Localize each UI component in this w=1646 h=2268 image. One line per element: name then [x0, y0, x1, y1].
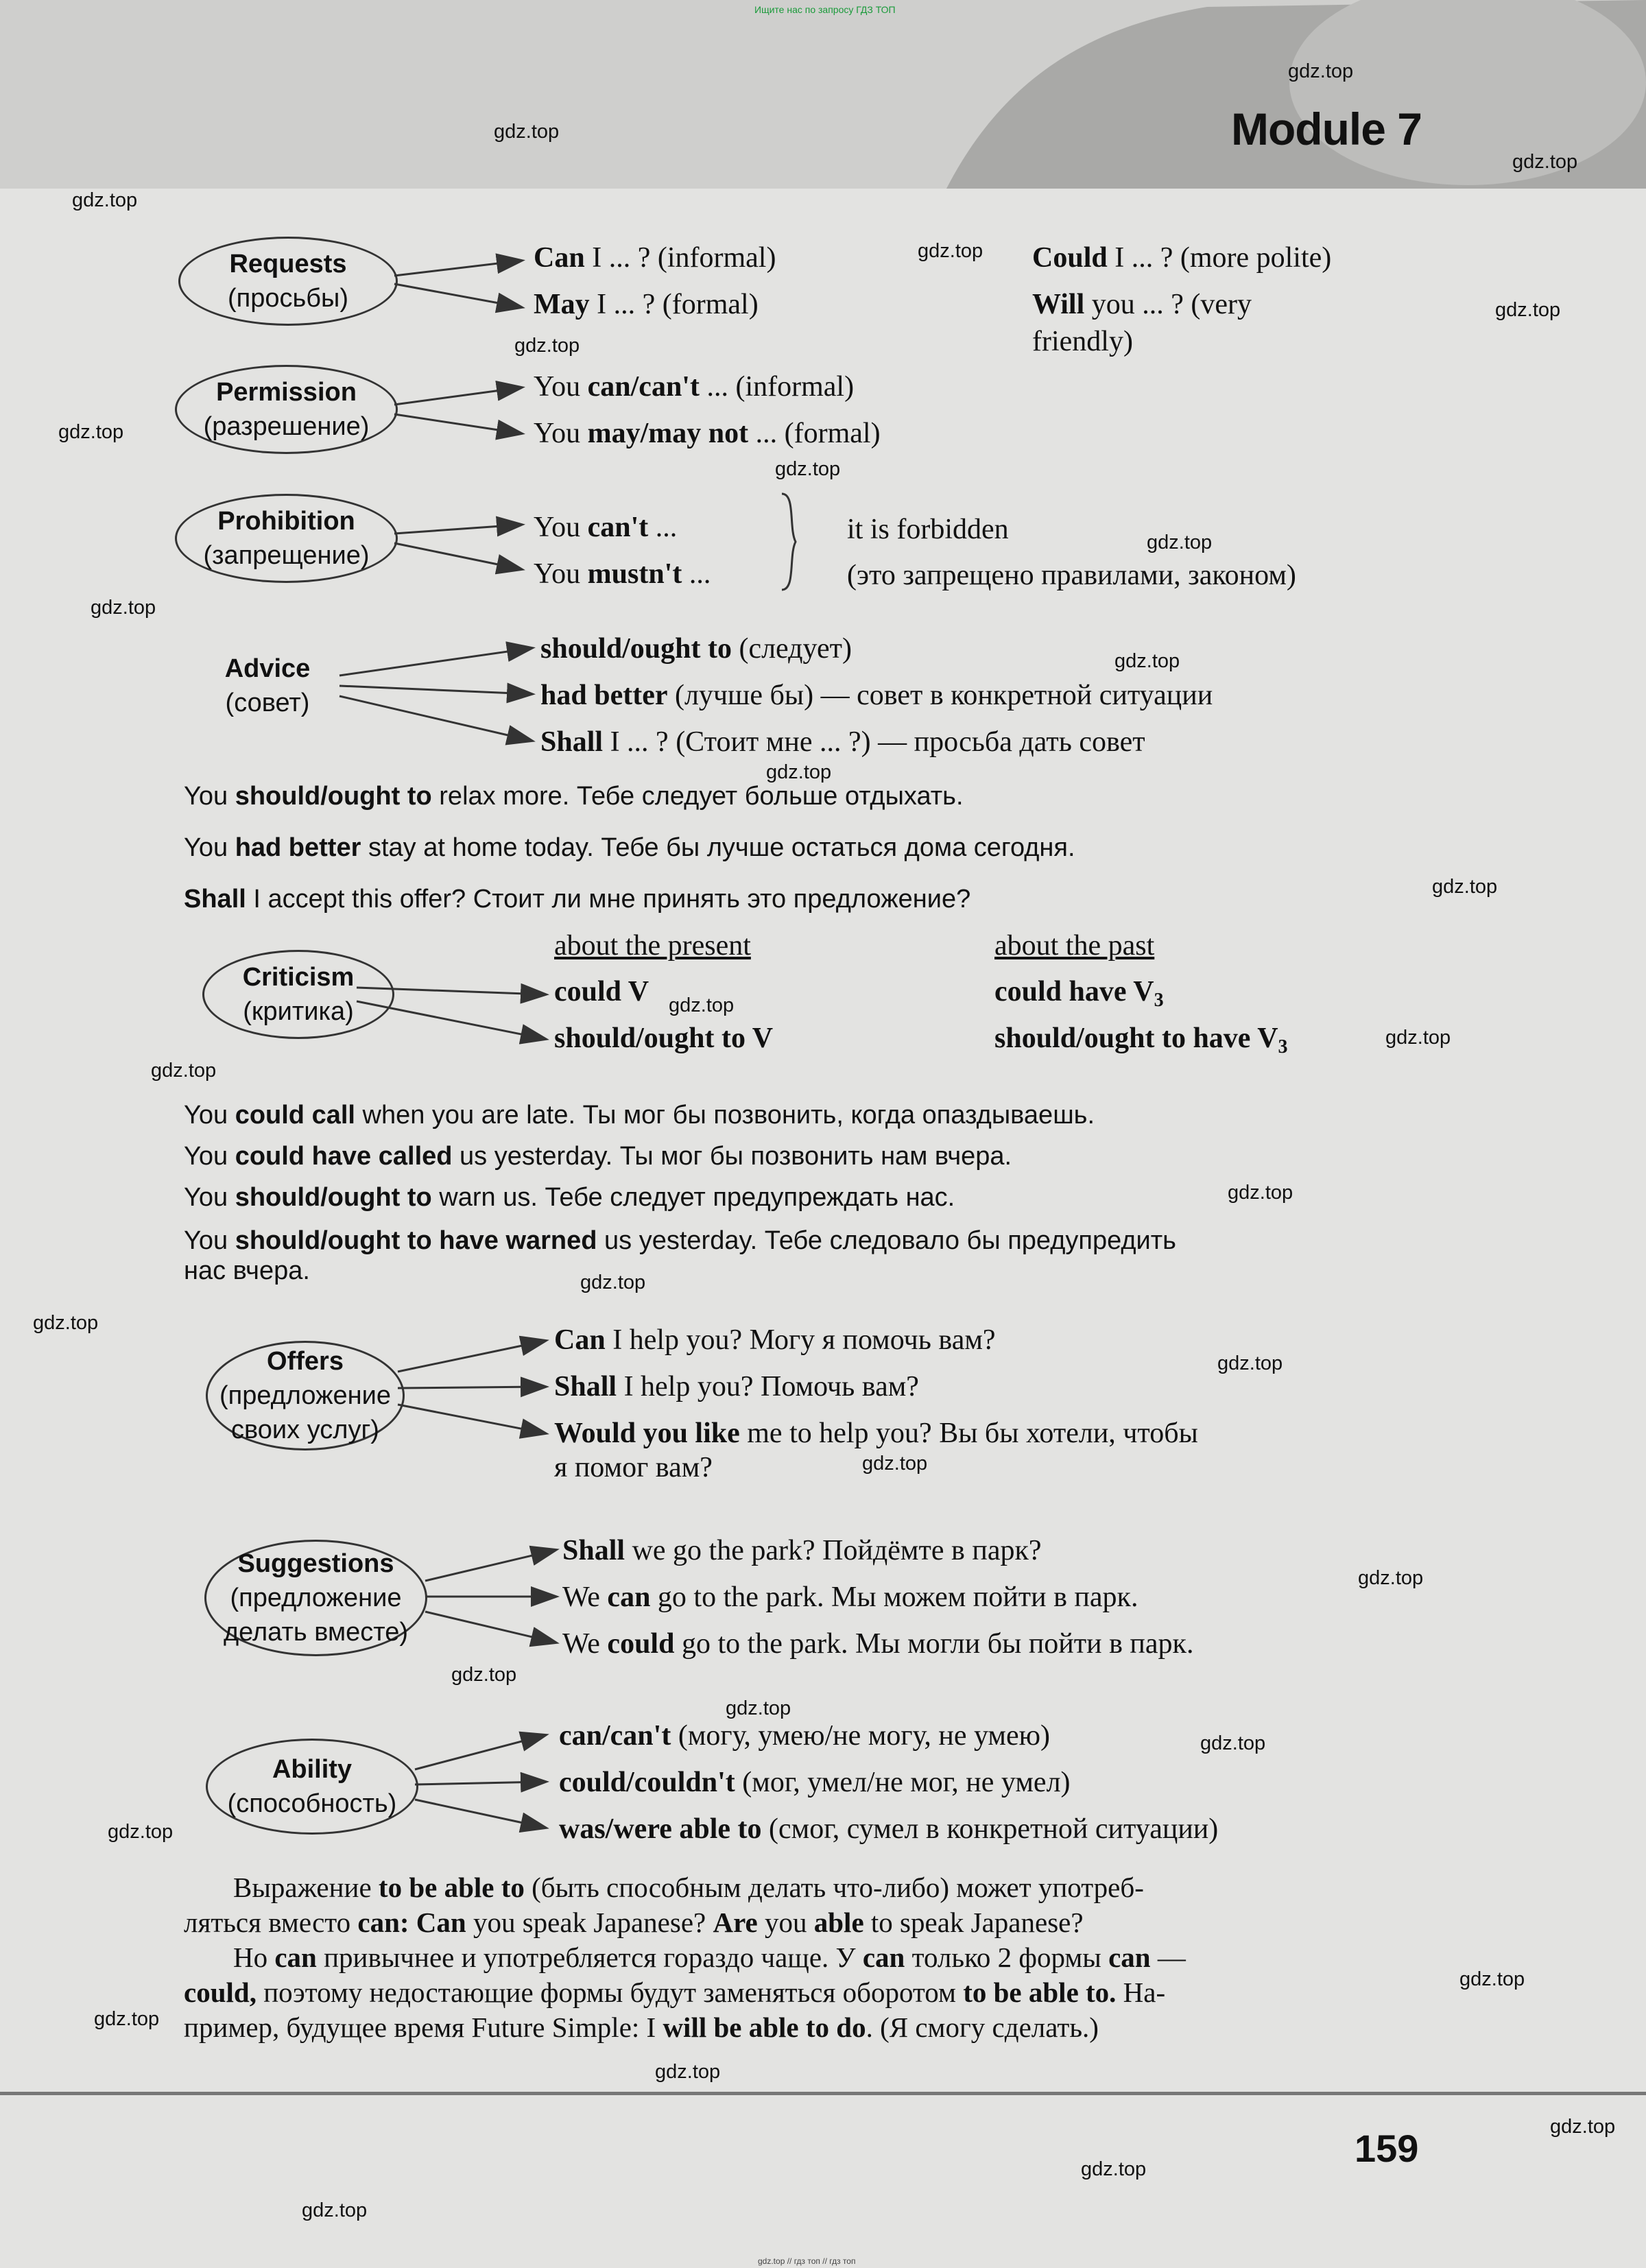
advice-label [192, 645, 343, 727]
watermark: gdz.top [1358, 1567, 1424, 1589]
prohibition-title: Prohibition [217, 507, 355, 536]
watermark: gdz.top [1217, 1352, 1283, 1374]
advice-line-3: Shall I ... ? (Стоит мне ... ?) — просьба дать совет [540, 726, 1145, 758]
watermark: gdz.top [494, 121, 560, 143]
paragraph-line-5: пример, будущее время Future Simple: I will be able to do. (Я смогу сделать.) [184, 2012, 1099, 2043]
watermark: gdz.top [862, 1453, 928, 1475]
permission-line-1: You can/can't ... (informal) [534, 371, 855, 403]
prohibition-right-2: (это запрещено правилами, законом) [847, 560, 1296, 591]
offers-oval [206, 1341, 405, 1451]
advice-line-1: should/ought to (следует) [540, 633, 852, 665]
criticism-example-3: You should/ought to warn us. Тебе следует предупреждать нас. [184, 1183, 955, 1212]
watermark: gdz.top [1432, 876, 1498, 898]
watermark: gdz.top [1228, 1182, 1293, 1204]
requests-line-1: Can I ... ? (informal) [534, 242, 776, 274]
requests-subtitle: (просьбы) [227, 284, 349, 313]
prohibition-line-1: You can't ... [534, 512, 678, 543]
criticism-header-present: about the present [554, 930, 751, 962]
watermark: gdz.top [514, 335, 580, 357]
requests-line-2-right: Will you ... ? (very [1032, 289, 1252, 320]
criticism-example-1: You could call when you are late. Ты мог бы позвонить, когда опаздываешь. [184, 1101, 1095, 1130]
advice-example-2: You had better stay at home today. Тебе бы лучше остаться дома сегодня. [184, 833, 1075, 862]
requests-title: Requests [229, 250, 347, 278]
watermark: gdz.top [918, 240, 983, 262]
criticism-past-2: should/ought to have $V_3$ [994, 1023, 1288, 1058]
watermark: gdz.top [655, 2061, 721, 2083]
watermark: gdz.top [451, 1664, 517, 1686]
requests-line-2: May I ... ? (formal) [534, 289, 759, 320]
watermark: gdz.top [775, 458, 841, 480]
criticism-present-1: could V [554, 976, 649, 1007]
criticism-present-2: should/ought to V [554, 1023, 774, 1054]
offers-line-3: Would you like me to help you? Вы бы хотели, чтобы [554, 1418, 1198, 1449]
permission-title: Permission [216, 378, 357, 407]
permission-line-2: You may/may not ... (formal) [534, 418, 881, 449]
suggestions-line-1: Shall we go the park? Пойдёмте в парк? [562, 1535, 1042, 1566]
watermark: gdz.top [58, 421, 124, 443]
watermark: gdz.top [72, 189, 138, 211]
prohibition-line-2: You mustn't ... [534, 558, 711, 590]
requests-line-3-right: friendly) [1032, 326, 1133, 357]
ability-line-3: was/were able to (смог, сумел в конкретной ситуации) [559, 1813, 1219, 1845]
suggestions-oval [204, 1540, 427, 1656]
permission-subtitle: (разрешение) [203, 412, 370, 441]
watermark: gdz.top [33, 1312, 99, 1334]
watermark: gdz.top [94, 2008, 160, 2030]
ability-subtitle: (способность) [227, 1789, 397, 1818]
watermark: gdz.top [1200, 1732, 1266, 1754]
criticism-oval [202, 950, 394, 1039]
offers-subtitle-1: (предложение [219, 1381, 392, 1410]
advice-title: Advice [224, 654, 311, 683]
watermark: gdz.top [151, 1060, 217, 1082]
suggestions-subtitle-2: делать вместе) [223, 1618, 409, 1647]
criticism-title: Criticism [242, 963, 355, 992]
watermark: gdz.top [1114, 650, 1180, 672]
footer-rule [0, 2092, 1646, 2095]
criticism-past-1: could have $V_3$ [994, 976, 1164, 1011]
watermark: gdz.top [91, 597, 156, 619]
watermark: gdz.top [108, 1821, 174, 1843]
watermark: gdz.top [669, 994, 735, 1016]
watermark: gdz.top [302, 2199, 368, 2221]
suggestions-subtitle-1: (предложение [230, 1584, 402, 1612]
bottom-link[interactable]: gdz.top // гдз топ // гдз топ [758, 2256, 856, 2266]
watermark: gdz.top [1512, 151, 1578, 173]
offers-subtitle-2: своих услуг) [231, 1416, 379, 1444]
watermark: gdz.top [766, 761, 832, 783]
requests-line-1-right: Could I ... ? (more polite) [1032, 242, 1332, 274]
prohibition-right-1: it is forbidden [847, 514, 1009, 545]
prohibition-subtitle: (запрещение) [203, 541, 370, 570]
watermark: gdz.top [1459, 1968, 1525, 1990]
module-title: Module 7 [1231, 104, 1422, 154]
watermark: gdz.top [1385, 1027, 1451, 1049]
prohibition-oval [175, 494, 398, 583]
watermark: gdz.top [580, 1272, 646, 1293]
advice-subtitle: (совет) [225, 689, 310, 717]
watermark: gdz.top [1147, 532, 1213, 553]
watermark: gdz.top [1081, 2158, 1147, 2180]
criticism-subtitle: (критика) [243, 997, 354, 1026]
offers-line-1: Can I help you? Могу я помочь вам? [554, 1324, 996, 1356]
paragraph-line-4: could, поэтому недостающие формы будут заменяться оборотом to be able to. На- [184, 1977, 1166, 2008]
top-search-link[interactable]: Ищите нас по запросу ГДЗ ТОП [754, 4, 896, 15]
watermark: gdz.top [726, 1697, 791, 1719]
criticism-example-4: You should/ought to have warned us yesterday. Тебе следовало бы предупредить [184, 1226, 1176, 1255]
permission-oval [175, 365, 398, 454]
suggestions-line-3: We could go to the park. Мы могли бы пойти в парк. [562, 1628, 1194, 1660]
advice-example-1: You should/ought to relax more. Тебе следует больше отдыхать. [184, 782, 964, 811]
offers-line-2: Shall I help you? Помочь вам? [554, 1371, 919, 1402]
offers-line-4: я помог вам? [554, 1452, 713, 1483]
watermark: gdz.top [1495, 299, 1561, 321]
watermark: gdz.top [1550, 2116, 1616, 2138]
ability-line-2: could/couldn't (мог, умел/не мог, не умел) [559, 1767, 1071, 1798]
ability-title: Ability [272, 1755, 353, 1784]
ability-line-1: can/can't (могу, умею/не могу, не умею) [559, 1720, 1050, 1752]
criticism-example-2: You could have called us yesterday. Ты мог бы позвонить нам вчера. [184, 1142, 1012, 1171]
advice-line-2: had better (лучше бы) — совет в конкретной ситуации [540, 680, 1213, 711]
criticism-header-past: about the past [994, 930, 1155, 962]
offers-title: Offers [267, 1347, 344, 1376]
suggestions-line-2: We can go to the park. Мы можем пойти в парк. [562, 1581, 1138, 1613]
ability-oval [206, 1739, 418, 1835]
paragraph-line-2: ляться вместо can: Can you speak Japanese? Are you able to speak Japanese? [184, 1907, 1084, 1938]
watermark: gdz.top [1288, 60, 1354, 82]
paragraph-line-3: Но can привычнее и употребляется гораздо чаще. У can только 2 формы can — [233, 1942, 1186, 1973]
requests-oval [178, 237, 398, 326]
advice-example-3: Shall I accept this offer? Стоит ли мне принять это предложение? [184, 885, 971, 914]
page-number: 159 [1355, 2127, 1419, 2170]
suggestions-title: Suggestions [237, 1549, 394, 1578]
paragraph-line-1: Выражение to be able to (быть способным делать что-либо) может употреб- [233, 1872, 1144, 1903]
explanation-paragraph [184, 1870, 1425, 2045]
criticism-example-4-cont: нас вчера. [184, 1256, 310, 1285]
